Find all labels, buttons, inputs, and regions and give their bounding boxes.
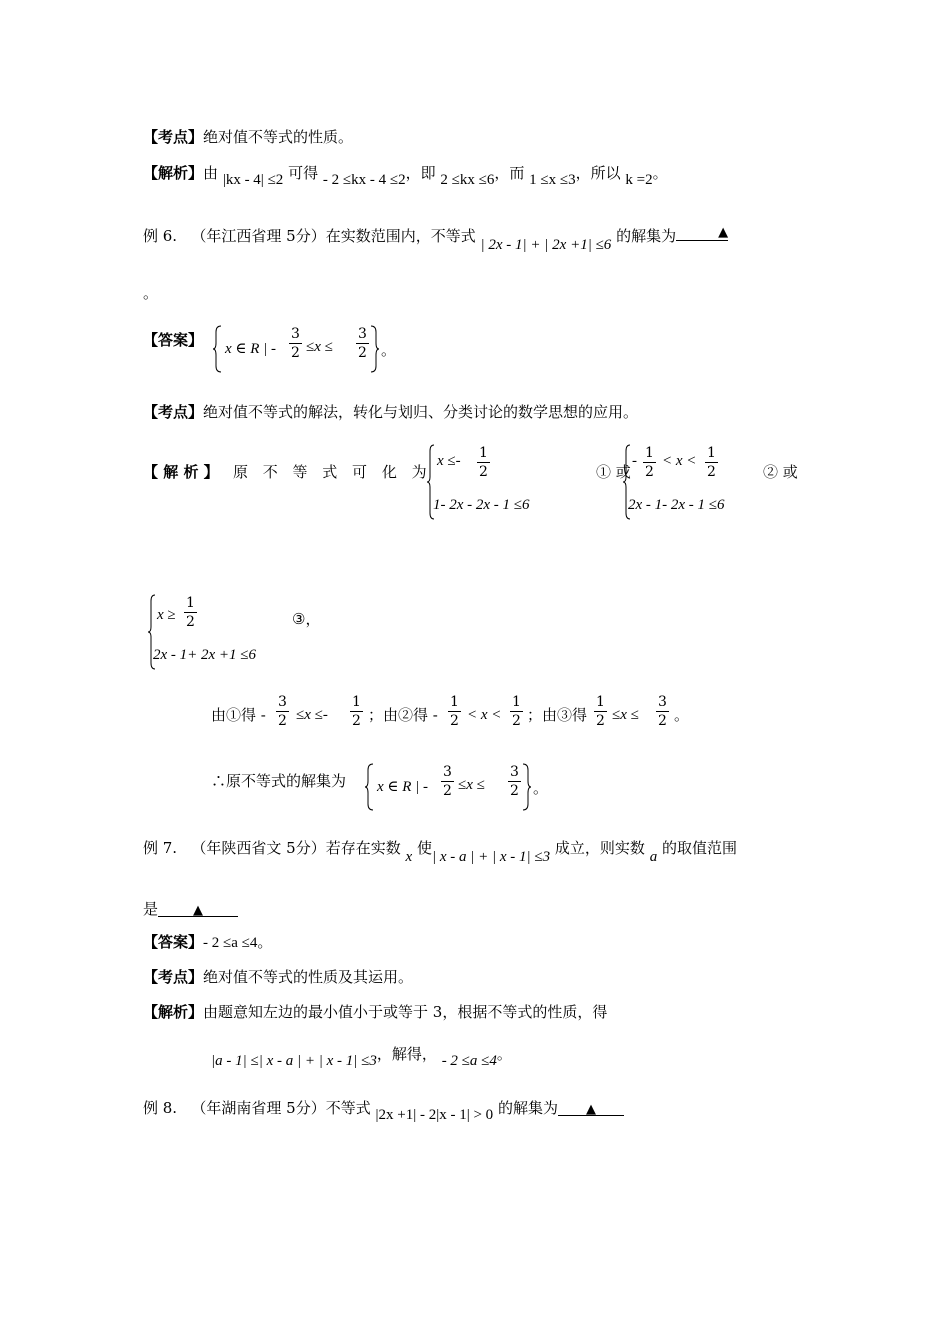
- system-row: 2x - 1- 2x - 1 ≤6: [628, 497, 725, 513]
- fraction: [643, 445, 656, 480]
- case-mark: ② 或: [763, 463, 798, 481]
- question-tail: 的解集为: [497, 1099, 558, 1117]
- fraction: [184, 595, 197, 630]
- sol-text: 由①得 -: [211, 706, 266, 724]
- jiexi-text: 由题意知左边的最小值小于或等于 3，根据不等式的性质，得: [203, 1003, 608, 1021]
- jiexi-text: 由: [203, 164, 219, 182]
- fraction: [477, 445, 490, 480]
- math-expr: |2x +1| - 2|x - 1| > 0: [375, 1107, 494, 1123]
- example-source: （年江西省理 5分）在实数范围内，不等式: [191, 227, 476, 245]
- frac-den: 2: [358, 345, 367, 361]
- example-7-question: [143, 838, 738, 865]
- frac-den: 2: [443, 783, 452, 799]
- jiexi-line-2: [143, 462, 432, 482]
- question-tail: 的解集为: [616, 227, 677, 245]
- kaodian-line-2: [143, 402, 638, 422]
- jiexi-text: ，而: [494, 164, 525, 182]
- period: 。: [533, 779, 549, 797]
- answer-label: 【答案】: [143, 331, 204, 349]
- jiexi-line-1: [143, 163, 668, 188]
- fraction: [276, 694, 289, 729]
- fraction: [448, 694, 461, 729]
- jiexi-text: 。: [652, 164, 668, 182]
- sol-text: 。: [674, 706, 690, 724]
- math-expr: - 2 ≤kx - 4 ≤2: [322, 172, 406, 188]
- sol-text: < x <: [467, 707, 502, 723]
- frac-den: 2: [645, 464, 654, 480]
- jiexi-tag: 【 解 析 】: [143, 463, 219, 481]
- case-mark: ① 或: [596, 463, 631, 481]
- answer-blank: [158, 899, 238, 917]
- answer-blank: [676, 223, 728, 241]
- frac-den: 2: [479, 464, 488, 480]
- answer-line-7: [143, 932, 272, 953]
- kaodian-tag: 【考点】: [143, 403, 204, 421]
- system-3: [147, 593, 292, 671]
- kaodian-tag: 【考点】: [143, 968, 204, 986]
- jiexi-tag: 【解析】: [143, 1003, 204, 1021]
- example-label: 例 7.: [143, 839, 178, 857]
- question-tail: 成立，则实数: [554, 839, 645, 857]
- solutions-line: [211, 694, 691, 736]
- kaodian-line-7: [143, 967, 413, 987]
- system-row: x ≤-: [437, 453, 461, 469]
- math-expr: 1 ≤x ≤3: [529, 172, 576, 188]
- frac-num: 1: [645, 445, 654, 461]
- fraction: [508, 764, 521, 799]
- sol-text: ；由③得: [527, 706, 588, 724]
- math-var: a: [649, 849, 658, 865]
- fraction: [350, 694, 363, 729]
- question-tail: 的取值范围: [662, 839, 738, 857]
- frac-num: 1: [707, 445, 716, 461]
- period: 。: [257, 933, 273, 951]
- frac-num: 3: [658, 694, 667, 710]
- jiexi-tag: 【解析】: [143, 164, 204, 182]
- frac-den: 2: [186, 614, 195, 630]
- set-mid: ≤x ≤: [306, 339, 333, 355]
- frac-num: 3: [358, 326, 367, 342]
- case-mark: ③，: [292, 610, 321, 628]
- set-mid: ≤x ≤: [458, 777, 485, 793]
- period: 。: [496, 1045, 512, 1063]
- jiexi-text: ，即: [405, 164, 436, 182]
- frac-num: 1: [450, 694, 459, 710]
- question-text: 是: [143, 900, 159, 918]
- system-2: [622, 443, 772, 521]
- fraction: [705, 445, 718, 480]
- therefore-text: ∴原不等式的解集为: [211, 772, 347, 790]
- system-row: 2x - 1+ 2x +1 ≤6: [153, 647, 257, 663]
- fraction: [441, 764, 454, 799]
- triangle-icon: ▲: [718, 225, 729, 240]
- sol-text: ≤x ≤-: [296, 707, 328, 723]
- jiexi-line-7: [143, 1002, 607, 1022]
- frac-den: 2: [510, 783, 519, 799]
- sol-text: ≤x ≤: [612, 707, 639, 723]
- period: 。: [143, 284, 159, 302]
- system-1: [426, 443, 586, 521]
- math-expr: | 2x - 1| + | 2x +1| ≤6: [480, 237, 612, 253]
- example-source: （年湖南省理 5分）不等式: [191, 1099, 371, 1117]
- fraction: [356, 326, 369, 361]
- kaodian-tag: 【考点】: [143, 128, 204, 146]
- example-8-question: [143, 1098, 624, 1123]
- triangle-icon: ▲: [585, 1102, 596, 1117]
- frac-den: 2: [512, 713, 521, 729]
- frac-den: 2: [352, 713, 361, 729]
- kaodian-text: 绝对值不等式的性质。: [203, 128, 354, 146]
- jiexi-text: 原 不 等 式 可 化 为: [232, 463, 432, 481]
- frac-den: 2: [291, 345, 300, 361]
- fraction: [289, 326, 302, 361]
- frac-num: 3: [291, 326, 300, 342]
- math-expr: 2 ≤kx ≤6: [440, 172, 495, 188]
- fraction: [510, 694, 523, 729]
- jiexi-text: ，所以: [575, 164, 621, 182]
- triangle-icon: ▲: [193, 903, 204, 918]
- frac-num: 3: [510, 764, 519, 780]
- math-expr: - 2 ≤a ≤4: [441, 1053, 497, 1069]
- math-expr: |a - 1| ≤| x - a | + | x - 1| ≤3: [211, 1053, 377, 1069]
- example-label: 例 8.: [143, 1099, 178, 1117]
- period: 。: [381, 341, 397, 359]
- set-expr: x ∈ R | -: [377, 779, 429, 795]
- frac-den: 2: [278, 713, 287, 729]
- frac-num: 1: [596, 694, 605, 710]
- example-label: 例 6.: [143, 227, 178, 245]
- system-row: < x <: [662, 453, 697, 469]
- example-6-question: [143, 223, 729, 253]
- frac-den: 2: [450, 713, 459, 729]
- frac-num: 1: [186, 595, 195, 611]
- frac-num: 1: [479, 445, 488, 461]
- kaodian-line-1: [143, 127, 353, 147]
- derivation-line-7: [211, 1044, 512, 1069]
- frac-num: 1: [512, 694, 521, 710]
- fraction: [656, 694, 669, 729]
- answer-expr: - 2 ≤a ≤4: [203, 935, 258, 951]
- frac-den: 2: [707, 464, 716, 480]
- frac-den: 2: [596, 713, 605, 729]
- system-row: 1- 2x - 2x - 1 ≤6: [433, 497, 530, 513]
- math-expr: |kx - 4| ≤2: [222, 172, 284, 188]
- kaodian-text: 绝对值不等式的性质及其运用。: [203, 968, 414, 986]
- jiexi-text: 可得: [288, 164, 319, 182]
- frac-den: 2: [658, 713, 667, 729]
- jiexi-text: ，解得，: [376, 1045, 437, 1063]
- question-text: 使: [416, 839, 432, 857]
- system-row: x ≥: [157, 607, 176, 623]
- kaodian-text: 绝对值不等式的解法，转化与划归、分类讨论的数学思想的应用。: [203, 403, 639, 421]
- answer-tag: 【答案】: [143, 933, 204, 951]
- fraction: [594, 694, 607, 729]
- math-expr: | x - a | + | x - 1| ≤3: [431, 849, 551, 865]
- frac-num: 3: [443, 764, 452, 780]
- system-row: -: [632, 453, 637, 469]
- frac-num: 3: [278, 694, 287, 710]
- set-expr: x ∈ R | -: [225, 341, 277, 357]
- answer-tag: [143, 330, 203, 350]
- frac-num: 1: [352, 694, 361, 710]
- example-7-blank-line: [143, 899, 238, 919]
- example-source: （年陕西省文 5分）若存在实数: [191, 839, 401, 857]
- math-expr: k =2: [625, 172, 653, 188]
- answer-blank: [558, 1098, 624, 1116]
- sol-text: ；由②得 -: [368, 706, 438, 724]
- math-var: x: [405, 849, 413, 865]
